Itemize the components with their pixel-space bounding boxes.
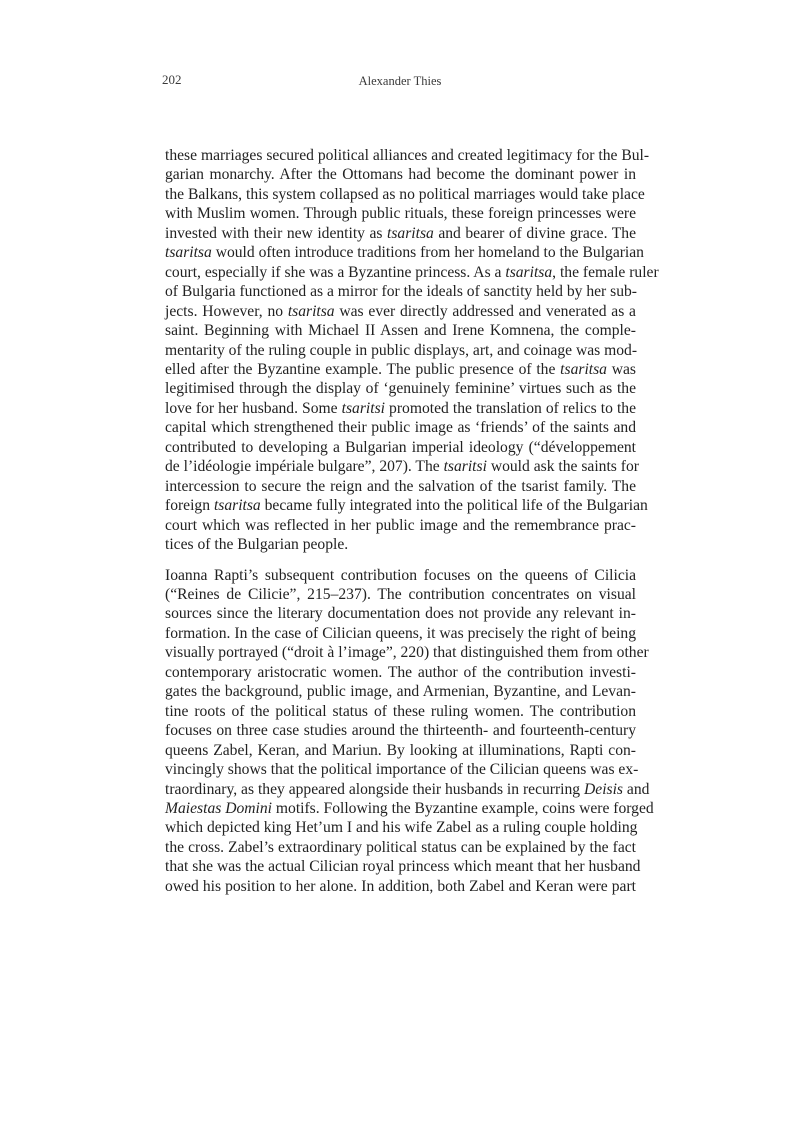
text-run: motifs. Following the Byzantine example, coins were forged [272, 799, 654, 817]
text-run: promoted the translation of relics to the [384, 399, 636, 417]
text-line [165, 838, 636, 857]
text-line [165, 663, 636, 682]
text-line [165, 760, 639, 779]
text-run: legitimised through the display of ‘genuinely feminine’ virtues such as the [165, 380, 636, 398]
text-line [165, 682, 636, 701]
italic-term: tsaritsi [341, 399, 385, 417]
running-title: Alexander Thies [358, 74, 442, 88]
italic-term: tsaritsa [287, 302, 335, 320]
text-line [165, 818, 636, 837]
text-line [165, 496, 648, 515]
text-line [165, 438, 636, 457]
text-line [165, 721, 636, 740]
text-run: owed his position to her alone. In addition, both Zabel and Keran were part [165, 877, 636, 895]
text-run: visually portrayed (“droit à l’image”, 220) that distinguished them from other [165, 644, 649, 662]
text-line [165, 566, 636, 585]
text-run: with Muslim women. Through public rituals, these foreign princesses were [165, 205, 636, 223]
text-run: that she was the actual Cilician royal princess which meant that her husband [165, 858, 641, 876]
text-run: focuses on three case studies around the thirteenth- and fourteenth-century [165, 722, 636, 740]
text-run: jects. However, no [165, 302, 288, 320]
text-line [165, 379, 636, 398]
paragraph [165, 146, 659, 555]
text-line [165, 146, 650, 165]
text-line [165, 643, 649, 662]
text-line [165, 624, 636, 643]
text-run: became fully integrated into the political life of the Bulgarian [260, 497, 648, 515]
text-run: traordinary, as they appeared alongside their husbands in recurring [165, 780, 585, 798]
text-run: Ioanna Rapti’s subsequent contribution focuses on the queens of Cilicia [165, 566, 636, 584]
italic-term: Maiestas Domini [165, 799, 272, 817]
text-run: sources since the literary documentation does not provide any relevant in- [165, 605, 636, 623]
text-line [165, 360, 636, 379]
text-line [165, 516, 636, 535]
italic-term: tsaritsa [505, 263, 553, 281]
italic-term: Deisis [584, 780, 623, 798]
text-run: , the female ruler [552, 263, 659, 281]
text-run: formation. In the case of Cilician queens, it was precisely the right of being [165, 624, 636, 642]
text-run: saint. Beginning with Michael II Assen and Irene Komnena, the comple- [165, 322, 636, 340]
text-run: contemporary aristocratic women. The author of the contribution investi- [165, 663, 636, 681]
text-run: invested with their new identity as [165, 224, 388, 242]
italic-term: tsaritsa [387, 224, 434, 242]
text-line [165, 418, 636, 437]
text-run: and bearer of divine grace. The [433, 224, 636, 242]
text-run: the Balkans, this system collapsed as no political marriages would take place [165, 185, 645, 203]
italic-term: tsaritsa [213, 497, 261, 515]
text-run: capital which strengthened their public image as ‘friends’ of the saints and [165, 419, 636, 437]
text-run: which depicted king Het’um I and his wife Zabel as a ruling couple holding [165, 819, 638, 837]
running-head [162, 72, 638, 92]
text-line [165, 204, 636, 223]
text-line [165, 399, 636, 418]
text-run: (“Reines de Cilicie”, 215–237). The contribution concentrates on visual [165, 585, 636, 603]
text-run: court, especially if she was a Byzantine princess. As a [165, 263, 506, 281]
text-run: would ask the saints for [486, 458, 639, 476]
text-line [165, 341, 636, 360]
text-line [165, 780, 650, 799]
text-run: vincingly shows that the political importance of the Cilician queens was ex- [165, 761, 639, 779]
text-line [165, 282, 636, 301]
text-run: tine roots of the political status of these ruling women. The contribution [165, 702, 636, 720]
text-line [165, 604, 636, 623]
text-line [165, 263, 659, 282]
italic-term: tsaritsa [165, 244, 212, 262]
italic-term: tsaritsa [560, 360, 607, 378]
text-run: elled after the Byzantine example. The public presence of the [165, 360, 561, 378]
text-line [165, 477, 636, 496]
text-run: de l’idéologie impériale bulgare”, 207). The [165, 458, 444, 476]
text-run: the cross. Zabel’s extraordinary political status can be explained by the fact [165, 838, 636, 856]
text-line [165, 321, 636, 340]
text-line [165, 741, 636, 760]
text-run: foreign [165, 497, 214, 515]
text-run: tices of the Bulgarian people. [165, 536, 349, 554]
text-line [165, 243, 644, 262]
text-line [165, 457, 639, 476]
paragraph [165, 566, 654, 897]
text-run: these marriages secured political alliances and created legitimacy for the Bul- [165, 147, 650, 164]
text-run: contributed to developing a Bulgarian imperial ideology (“développement [165, 438, 636, 456]
text-line [165, 302, 636, 321]
text-run: gates the background, public image, and Armenian, Byzantine, and Levan- [165, 683, 636, 701]
text-run: mentarity of the ruling couple in public displays, art, and coinage was mod- [165, 341, 638, 359]
text-run: was ever directly addressed and venerated as a [334, 302, 636, 320]
text-run: was [606, 360, 636, 378]
text-run: and [623, 780, 650, 798]
text-line [165, 224, 636, 243]
text-run: garian monarchy. After the Ottomans had become the dominant power in [165, 166, 636, 184]
text-run: intercession to secure the reign and the salvation of the tsarist family. The [165, 477, 636, 495]
text-line [165, 185, 645, 204]
italic-term: tsaritsi [443, 458, 487, 476]
text-line [165, 799, 654, 818]
body-text [165, 146, 659, 896]
text-line [165, 165, 636, 184]
text-line [165, 702, 636, 721]
text-run: love for her husband. Some [165, 399, 342, 417]
text-line [165, 857, 641, 876]
page-number: 202 [162, 72, 182, 87]
text-line [165, 535, 636, 554]
text-run: would often introduce traditions from her homeland to the Bulgarian [211, 244, 644, 262]
text-line [165, 877, 636, 896]
text-run: of Bulgaria functioned as a mirror for the ideals of sanctity held by her sub- [165, 283, 638, 301]
text-line [165, 585, 636, 604]
text-run: court which was reflected in her public image and the remembrance prac- [165, 516, 636, 534]
text-run: queens Zabel, Keran, and Mariun. By looking at illuminations, Rapti con- [165, 741, 636, 759]
